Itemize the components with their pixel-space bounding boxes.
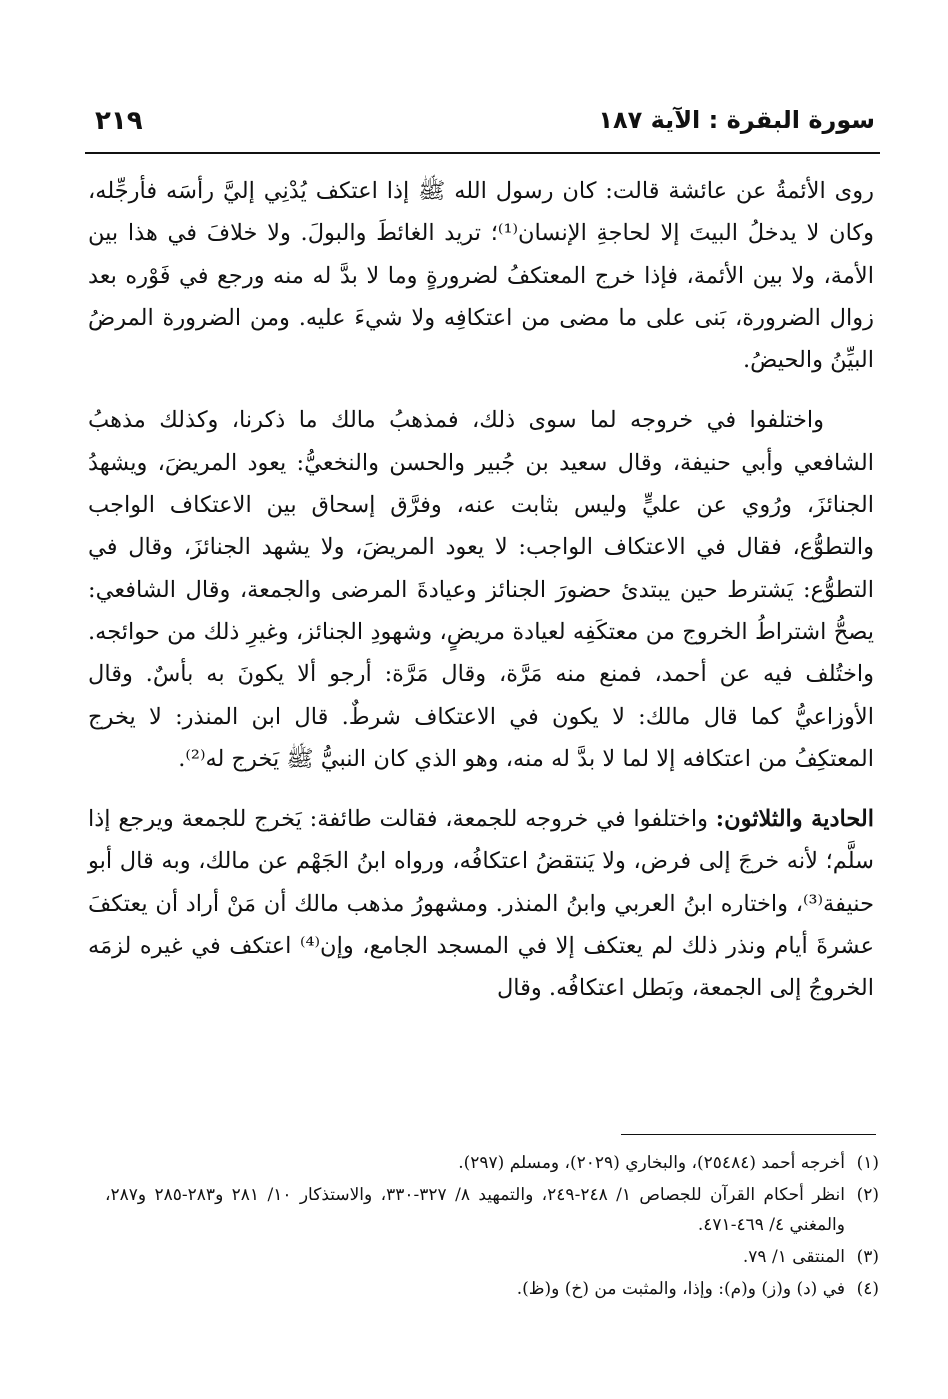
header-rule — [85, 152, 880, 154]
footnote-number: (٤) — [856, 1279, 879, 1299]
footnote-4 — [105, 1274, 879, 1304]
paragraph-disagreement: واختلفوا في خروجه لما سوى ذلك، فمذهبُ مالك ما ذكرنا، وكذلك مذهبُ الشافعي وأبي حنيفة، وقال سعيد بن جُبير والحسن والنخعيُّ: يعود المريضَ، ويشهدُ الجنائزَ، ورُوي عن عليٍّ وليس بثابت عنه، وفرَّق إسحاق بين الاعتكاف الواجب والتطوُّع، فقال في الاعتكاف الواجب: لا يعود المريضَ، ولا يشهد الجنائزَ، وقال في التطوُّع: يَشترط حين يبتدئ حضورَ الجنائز وعيادةَ المرضى والجمعة، وقال الشافعي: يصحُّ اشتراطُ الخروج من معتكَفِه لعيادة مريضٍ، وشهودِ الجنائز، وغيرِ ذلك من حوائجه. واختُلف فيه عن أحمد، فمنع منه مَرَّة، وقال مَرَّة: أرجو ألا يكونَ به بأسٌ. وقال الأوزاعيُّ كما قال مالك: لا يكون في الاعتكاف شرطٌ. قال ابن المنذر: لا يخرج المعتكِفُ من اعتكافه إلا لما لا بدَّ له منه، وهو الذي كان النبيُّ ﷺ يَخرج له⁽²⁾. — [88, 407, 874, 772]
footnote-text: أخرجه أحمد (٢٥٤٨٤)، والبخاري (٢٠٢٩)، ومسلم (٢٩٧). — [458, 1153, 845, 1173]
footnotes — [105, 1148, 879, 1306]
footnote-number: (١) — [856, 1153, 879, 1173]
paragraph-thirty-first — [88, 798, 874, 1009]
footnote-number: (٣) — [856, 1247, 879, 1267]
footnote-text: انظر أحكام القرآن للجصاص ١/ ٢٤٨-٢٤٩، والتمهيد ٨/ ٣٢٧-٣٣٠، والاستذكار ١٠/ ٢٨١ و٢٨٣-٢٨٥ و٢٨٧، والمغني ٤/ ٤٦٩-٤٧١. — [105, 1185, 845, 1235]
section-heading: الحادية والثلاثون: — [715, 806, 874, 833]
footnote-1 — [105, 1148, 879, 1178]
section-body: واختلفوا في خروجه للجمعة، فقالت طائفة: يَخرج للجمعة ويرجع إذا سلَّم؛ لأنه خرجَ إلى فرض، ولا يَنتقضُ اعتكافُه، ورواه ابنُ الجَهْم عن مالك، وبه قال أبو حنيفة⁽³⁾، واختاره ابنُ العربي وابنُ المنذر. ومشهورُ مذهب مالك أن مَنْ أراد أن يعتكفَ عشرةَ أيام ونذر ذلك لم يعتكف إلا في المسجد الجامع، وإن⁽⁴⁾ اعتكف في غيره لزمَه الخروجُ إلى الجمعة، وبَطل اعتكافُه. وقال — [88, 806, 874, 1002]
paragraph-aisha-hadith: روى الأئمةُ عن عائشة قالت: كان رسول الله ﷺ إذا اعتكف يُدْنِي إليَّ رأسَه فأرجِّله، وكان لا يدخلُ البيتَ إلا لحاجةِ الإنسان⁽¹⁾؛ تريد الغائطَ والبولَ. ولا خلافَ في هذا بين الأمة، ولا بين الأئمة، فإذا خرج المعتكفُ لضرورةٍ وما لا بدَّ له منه ورجع في فَوْره بعد زوال الضرورة، بَنى على ما مضى من اعتكافِه ولا شيءَ عليه. ومن الضرورة المرضُ البيِّنُ والحيضُ. — [88, 178, 875, 374]
footnote-2 — [105, 1180, 879, 1240]
footnote-text: المنتقى ١/ ٧٩. — [742, 1247, 845, 1267]
footnote-3 — [105, 1242, 879, 1272]
footnote-rule — [621, 1134, 876, 1135]
page-number: ٢١٩ — [95, 106, 143, 136]
surah-verse-title: سورة البقرة : الآية ١٨٧ — [598, 106, 875, 134]
running-header — [95, 98, 875, 146]
main-text — [88, 170, 874, 1028]
footnote-number: (٢) — [856, 1185, 879, 1205]
footnote-text: في (د) و(ز) و(م): وإذا، والمثبت من (خ) و(ظ). — [516, 1279, 845, 1299]
